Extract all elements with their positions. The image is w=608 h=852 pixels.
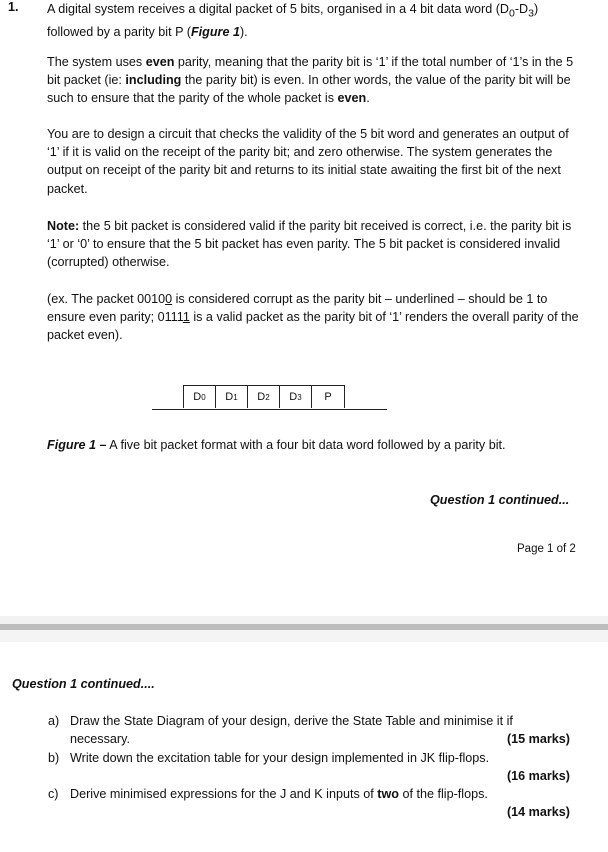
marks-c: (14 marks): [506, 805, 570, 820]
question-continued-heading: Question 1 continued....: [12, 677, 155, 691]
question-b: b) Write down the excitation table for your design implemented in JK flip-flops. (16 marks): [48, 749, 574, 785]
packet-cell-d0: D 0: [184, 386, 216, 408]
packet-baseline: [152, 409, 387, 410]
intro-paragraph: A digital system receives a digital packet of 5 bits, organised in a 4 bit data word $(D_0-D_3)$ followed by a parity bit P (Figure 1).: [47, 2, 539, 39]
marks-a: (15 marks): [506, 732, 570, 747]
packet-cell-d2: D 2: [248, 386, 280, 408]
marks-b: (16 marks): [506, 769, 570, 784]
page-number: Page 1 of 2: [517, 543, 576, 555]
question-c: c) Derive minimised expressions for the J and K inputs of two of the flip-flops. (14 marks): [48, 785, 574, 821]
packet-cell-p: P: [324, 391, 332, 403]
packet-cell-d3: D 3: [280, 386, 312, 408]
figure-caption: Figure 1 – A five bit packet format with a four bit data word followed by a parity bit.: [47, 438, 506, 452]
parity-paragraph: The system uses even parity, meaning that the parity bit is ‘1’ if the total number of ‘1’s in the 5 bit packet (ie: including the parity bit) is even. In other words, the value of the parity bit will be such to ensure that the parity of the whole packet is even.: [47, 55, 574, 106]
packet-diagram: [183, 385, 345, 408]
design-paragraph: You are to design a circuit that checks the validity of the 5 bit word and generates an output of ‘1’ if it is valid on the receipt of the parity bit; and zero otherwise. The system generates the output on receipt of the parity bit and returns to its initial state awaiting the first bit of the next packet.: [47, 127, 569, 196]
figure-reference: Figure 1: [190, 24, 240, 39]
question-continued-label: Question 1 continued...: [430, 493, 570, 507]
page-break-top: [0, 616, 608, 624]
example-paragraph: (ex. The packet 00100 is considered corrupt as the parity bit – underlined – should be 1 to ensure even parity; 01111 is a valid packet as the parity bit of ‘1’ renders the overall parity of the packet even).: [47, 292, 579, 343]
question-number: 1.: [8, 0, 19, 14]
packet-cell-d1: D 1: [216, 386, 248, 408]
note-label: Note:: [47, 219, 80, 233]
note-paragraph: Note: the 5 bit packet is considered valid if the parity bit received is correct, i.e. the parity bit is ‘1’ or ‘0’ to ensure that the 5 bit packet has even parity. The 5 bit packet is considered invalid (corrupted) otherwise.: [47, 219, 572, 270]
question-a: a) Draw the State Diagram of your design, derive the State Table and minimise it if necessary. (15 marks): [48, 712, 574, 748]
page-break-bottom: [0, 630, 608, 642]
